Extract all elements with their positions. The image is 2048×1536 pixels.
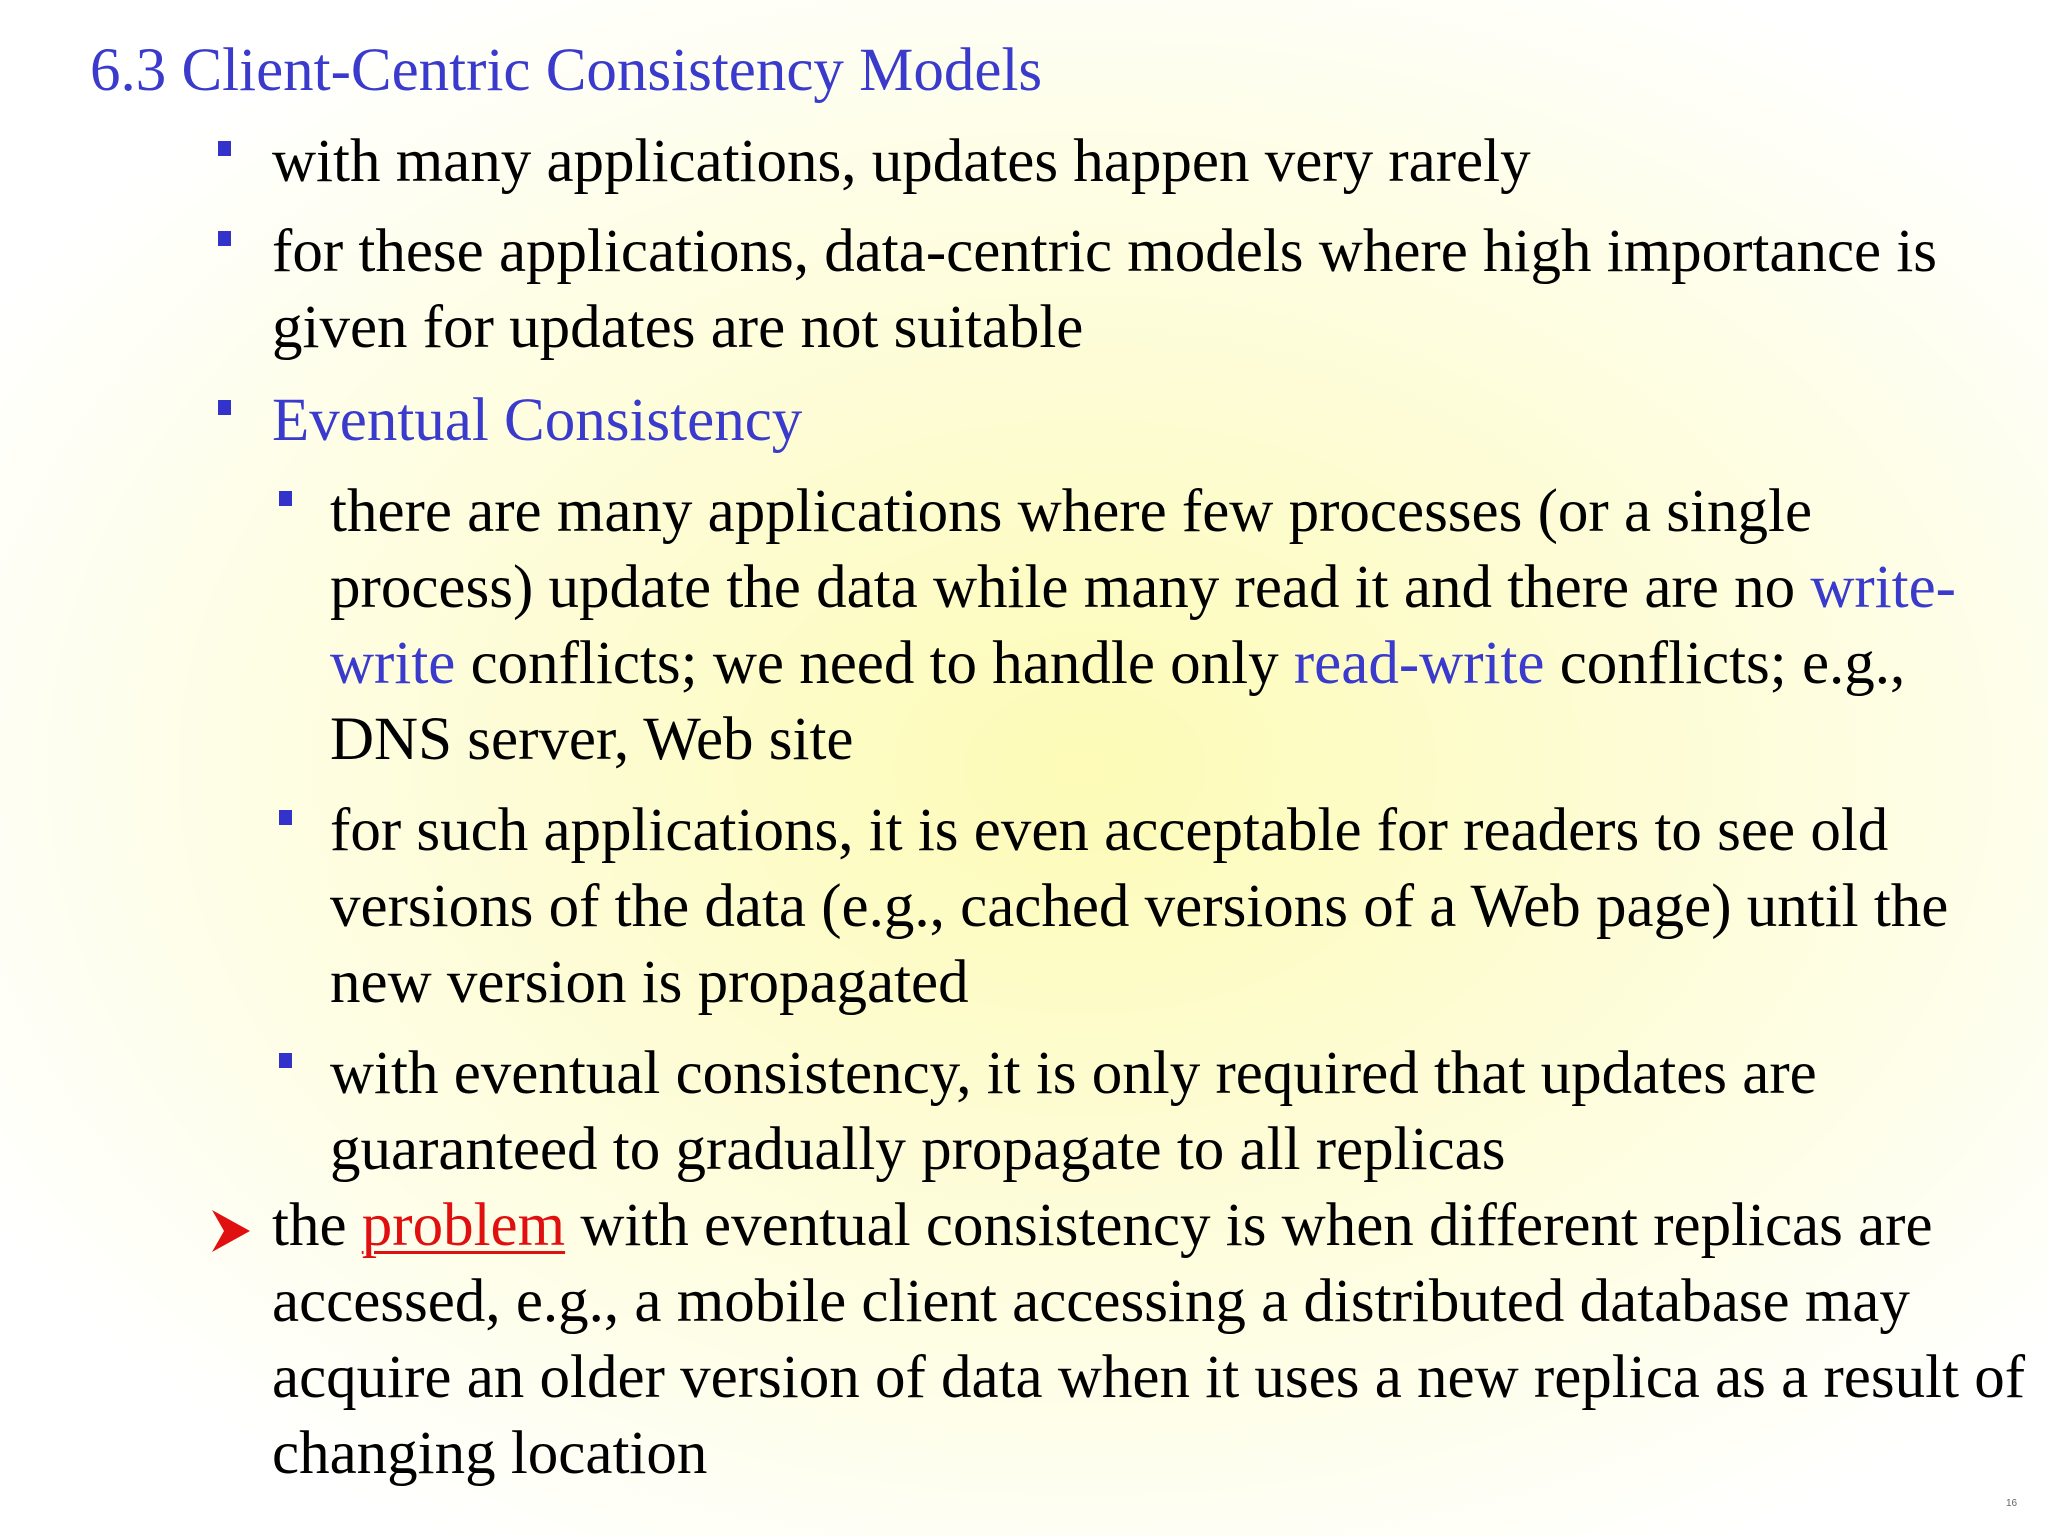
term-read-write: read-write — [1293, 630, 1545, 697]
bullet-text: the — [272, 1192, 362, 1259]
sub-bullet-text: conflicts; we need to handle only — [455, 630, 1294, 697]
sub-bullet-item — [330, 1036, 2030, 1188]
sub-bullet-item — [330, 474, 2030, 778]
sub-bullet-text: for such applications, it is even acceptable for readers to see old versions of the data (e.g., cached versions of a Web page) until the new version is propagated — [330, 797, 1949, 1016]
arrow-bullet-icon — [210, 1208, 252, 1254]
bullet-square-icon — [218, 141, 231, 156]
bullet-item — [272, 124, 2032, 200]
sub-bullet-square-icon — [279, 491, 292, 506]
bullet-text: with many applications, updates happen very rarely — [272, 128, 1531, 195]
sub-bullet-text: there are many applications where few processes (or a single process) update the data while many read it and there are no — [330, 478, 1813, 621]
problem-bullet-item — [272, 1188, 2032, 1492]
problem-keyword: problem — [361, 1192, 566, 1259]
bullet-square-icon — [218, 400, 231, 415]
sub-bullet-square-icon — [279, 810, 292, 825]
sub-bullet-item — [330, 793, 2030, 1021]
bullet-text: with eventual consistency is when different replicas are accessed, e.g., a mobile client accessing a distributed database may acquire an older version of data when it uses a new replica as a result of changing location — [272, 1192, 2026, 1487]
slide-title: 6.3 Client-Centric Consistency Models — [90, 37, 1043, 104]
bullet-heading — [272, 383, 2032, 459]
bullet-item — [272, 214, 2032, 366]
sub-bullet-text: with eventual consistency, it is only required that updates are guaranteed to gradually propagate to all replicas — [330, 1040, 1817, 1183]
sub-bullet-square-icon — [279, 1053, 292, 1068]
eventual-consistency-heading: Eventual Consistency — [272, 387, 803, 454]
sub-bullet-text: conflicts; e.g., DNS server, Web site — [330, 630, 1906, 773]
bullet-text: for these applications, data-centric models where high importance is given for updates are not suitable — [272, 218, 1938, 361]
bullet-square-icon — [218, 231, 231, 246]
term-write-write: write-write — [330, 554, 1956, 697]
page-number: 16 — [2006, 1498, 2018, 1509]
